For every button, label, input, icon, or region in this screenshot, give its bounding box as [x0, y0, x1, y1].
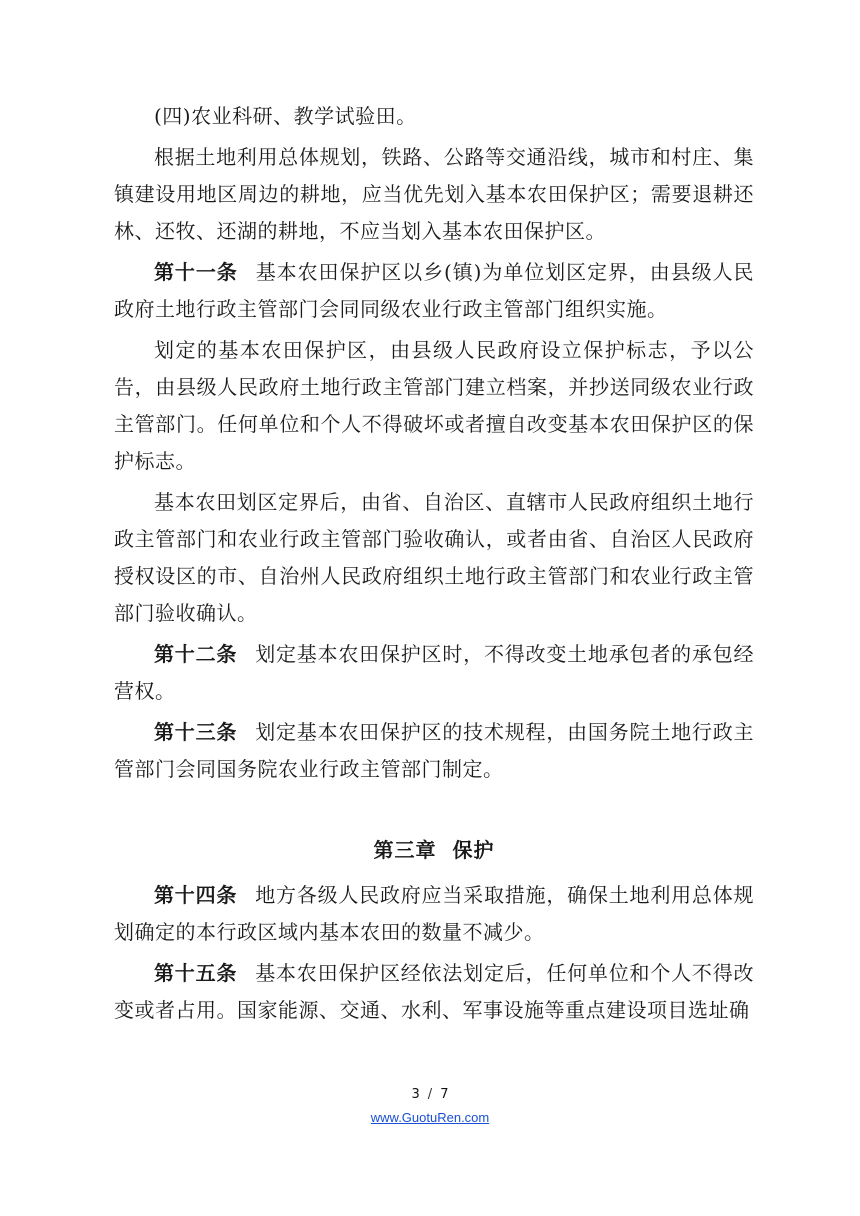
article-12	[114, 636, 754, 710]
current-page: 3	[411, 1087, 420, 1102]
chapter-number: 第三章	[373, 838, 437, 862]
paragraph-text: (四)农业科研、教学试验田。	[154, 104, 417, 128]
paragraph	[114, 484, 754, 632]
total-pages: 7	[440, 1087, 449, 1102]
page-separator: /	[427, 1087, 433, 1102]
article-number: 第十二条	[154, 642, 238, 666]
article-14	[114, 877, 754, 951]
paragraph	[114, 139, 754, 250]
paragraph	[114, 332, 754, 480]
paragraph	[114, 98, 754, 135]
paragraph-text: 基本农田保护区以乡(镇)为单位划区定界，由县级人民政府土地行政主管部门会同同级农业行政主管部门组织实施。	[114, 260, 755, 321]
paragraph-text: 根据土地利用总体规划，铁路、公路等交通沿线，城市和村庄、集镇建设用地区周边的耕地，应当优先划入基本农田保护区；需要退耕还林、还牧、还湖的耕地，不应当划入基本农田保护区。	[114, 145, 754, 243]
paragraph-text: 基本农田划区定界后，由省、自治区、直辖市人民政府组织土地行政主管部门和农业行政主管部门验收确认，或者由省、自治区人民政府授权设区的市、自治州人民政府组织土地行政主管部门和农业行政主管部门验收确认。	[114, 490, 754, 625]
article-number: 第十四条	[154, 883, 238, 907]
paragraph-text: 基本农田保护区经依法划定后，任何单位和个人不得改变或者占用。国家能源、交通、水利、军事设施等重点建设项目选址确	[114, 961, 755, 1022]
page-number	[0, 1086, 860, 1104]
paragraph-text: 地方各级人民政府应当采取措施，确保土地利用总体规划确定的本行政区域内基本农田的数量不减少。	[114, 883, 755, 944]
page-footer	[0, 1086, 860, 1126]
article-11	[114, 254, 754, 328]
chapter-heading	[114, 832, 754, 869]
paragraph-text: 划定基本农田保护区时，不得改变土地承包者的承包经营权。	[114, 642, 755, 703]
document-body	[114, 98, 754, 1029]
paragraph-text: 划定的基本农田保护区，由县级人民政府设立保护标志，予以公告，由县级人民政府土地行政主管部门建立档案，并抄送同级农业行政主管部门。任何单位和个人不得破坏或者擅自改变基本农田保护区的保护标志。	[114, 338, 754, 473]
article-number: 第十五条	[154, 961, 238, 985]
paragraph-text: 划定基本农田保护区的技术规程，由国务院土地行政主管部门会同国务院农业行政主管部门制定。	[114, 720, 755, 781]
chapter-title: 保护	[452, 838, 495, 862]
article-15	[114, 955, 754, 1029]
article-number: 第十一条	[154, 260, 238, 284]
article-number: 第十三条	[154, 720, 238, 744]
website-link[interactable]: www.GuotuRen.com	[370, 1110, 490, 1125]
article-13	[114, 714, 754, 788]
